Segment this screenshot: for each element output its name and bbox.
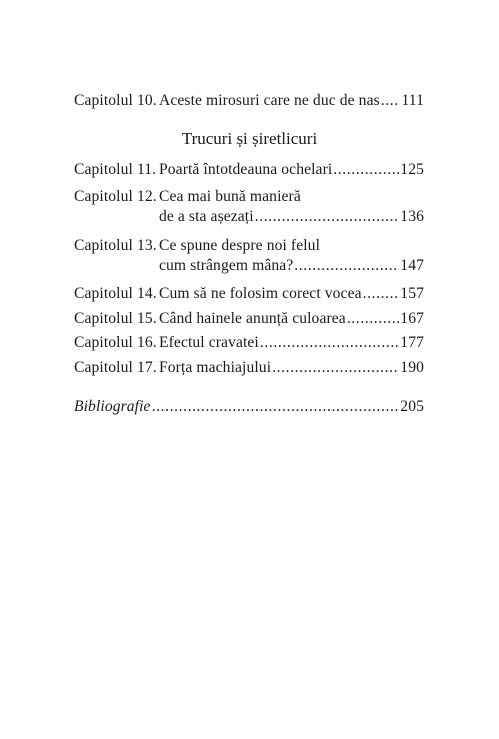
chapter-title: Când hainele anunță culoarea (159, 310, 346, 327)
chapter-title-continued: cum strângem mâna? (159, 257, 294, 274)
dot-leader (260, 333, 399, 353)
chapter-number: Capitolul 10. (74, 92, 157, 109)
dot-leader (381, 91, 401, 111)
page-number: 111 (401, 92, 424, 109)
dot-leader (294, 256, 399, 276)
chapter-title: Cea mai bună manieră (159, 188, 301, 205)
toc-entry-chapter-14 (74, 284, 424, 304)
page-number: 167 (400, 310, 424, 327)
chapter-number: Capitolul 15. (74, 310, 157, 327)
dot-leader (363, 284, 400, 304)
chapter-number: Capitolul 12. (74, 188, 157, 205)
chapter-number: Capitolul 13. (74, 237, 157, 254)
page-number: 205 (400, 398, 424, 415)
chapter-number: Capitolul 16. (74, 334, 157, 351)
toc-entry-chapter-17 (74, 358, 424, 378)
dot-leader (152, 397, 400, 417)
chapter-title: Forța machiajului (159, 359, 272, 376)
section-heading: Trucuri și șiretlicuri (181, 129, 318, 148)
page-number: 177 (400, 334, 424, 351)
chapter-title: Poartă întotdeauna ochelari (159, 161, 333, 178)
toc-entry-chapter-11 (74, 160, 424, 180)
chapter-title-continued: de a sta așezați (159, 208, 254, 225)
toc-entry-chapter-13 (74, 236, 424, 256)
toc-entry-chapter-12-cont (159, 207, 424, 227)
page-number: 190 (400, 359, 424, 376)
dot-leader (333, 160, 399, 180)
page-number: 147 (400, 257, 424, 274)
toc-entry-chapter-15 (74, 309, 424, 329)
chapter-title: Efectul cravatei (159, 334, 259, 351)
chapter-title: Ce spune despre noi felul (159, 237, 320, 254)
bibliography-title: Bibliografie (74, 398, 151, 415)
toc-entry-bibliography (74, 397, 424, 417)
chapter-number: Capitolul 17. (74, 359, 157, 376)
toc-entry-chapter-13-cont (159, 256, 424, 276)
chapter-number: Capitolul 14. (74, 285, 157, 302)
page-number: 125 (400, 161, 424, 178)
dot-leader (272, 358, 399, 378)
toc-entry-chapter-16 (74, 333, 424, 353)
page-number: 136 (400, 208, 424, 225)
dot-leader (255, 207, 400, 227)
dot-leader (347, 309, 399, 329)
toc-entry-chapter-12 (74, 187, 424, 207)
page-number: 157 (400, 285, 424, 302)
chapter-number: Capitolul 11. (74, 161, 157, 178)
toc-entry-chapter-10 (74, 91, 424, 111)
chapter-title: Aceste mirosuri care ne duc de nas (159, 92, 380, 109)
chapter-title: Cum să ne folosim corect vocea (159, 285, 362, 302)
